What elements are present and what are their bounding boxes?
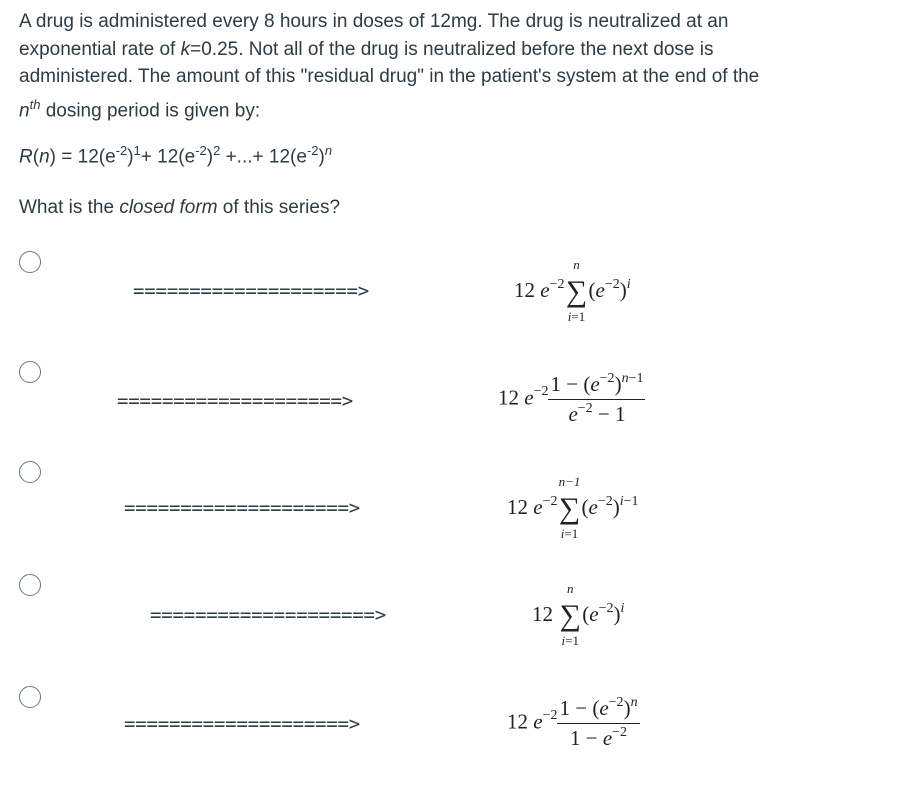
answer-option-1[interactable] [0, 245, 900, 355]
answer-expression-5: 12 $e^{-2}$ $\frac{1 - (e^{-2})^n}{1 - e^{-2}}$ [507, 695, 638, 750]
arrow-text: ====================> [133, 280, 370, 302]
series-formula: $R(n) = 12(e^{-2})^1+ 12(e^{-2})^2$ +...+ $12(e^{-2})^n$ [19, 143, 333, 168]
question-prompt: What is the closed form of this series? [19, 196, 341, 218]
arrow-text: ====================> [124, 713, 361, 735]
answer-option-3[interactable] [0, 461, 900, 571]
question-paragraph: A drug is administered every 8 hours in doses of 12mg. The drug is neutralized at an exponential rate of k=0.25. Not all of the drug is neutralized before the next dose is administered. The amount of this "residual drug" in the patient's system at the end of the $n^{th}$ dosing period is given by: [19, 11, 760, 121]
answer-expression-2: 12 $e^{-2}$ $\frac{1 - (e^{-2})^{n-1}}{e^{-2} - 1}$ [498, 371, 644, 426]
arrow-text: ====================> [117, 390, 354, 412]
radio-button-3[interactable] [19, 461, 41, 483]
radio-button-5[interactable] [19, 686, 41, 708]
radio-button-4[interactable] [19, 574, 41, 596]
answer-option-5[interactable] [0, 686, 900, 796]
answer-option-2[interactable] [0, 358, 900, 468]
answer-option-4[interactable] [0, 574, 900, 684]
answer-expression-3: 12 $e^{-2}$ n−1 ∑ i=1 $(e^{-2})^{i-1}$ [507, 474, 639, 541]
arrow-text: ====================> [124, 497, 361, 519]
radio-button-1[interactable] [19, 251, 41, 273]
radio-button-2[interactable] [19, 361, 41, 383]
question-block [19, 8, 779, 219]
answer-expression-1: 12 $e^{-2}$ n ∑ i=1 $(e^{-2})^i$ [514, 257, 631, 324]
answer-expression-4: 12 n ∑ i=1 $(e^{-2})^i$ [532, 581, 625, 648]
arrow-text: ====================> [150, 604, 387, 626]
